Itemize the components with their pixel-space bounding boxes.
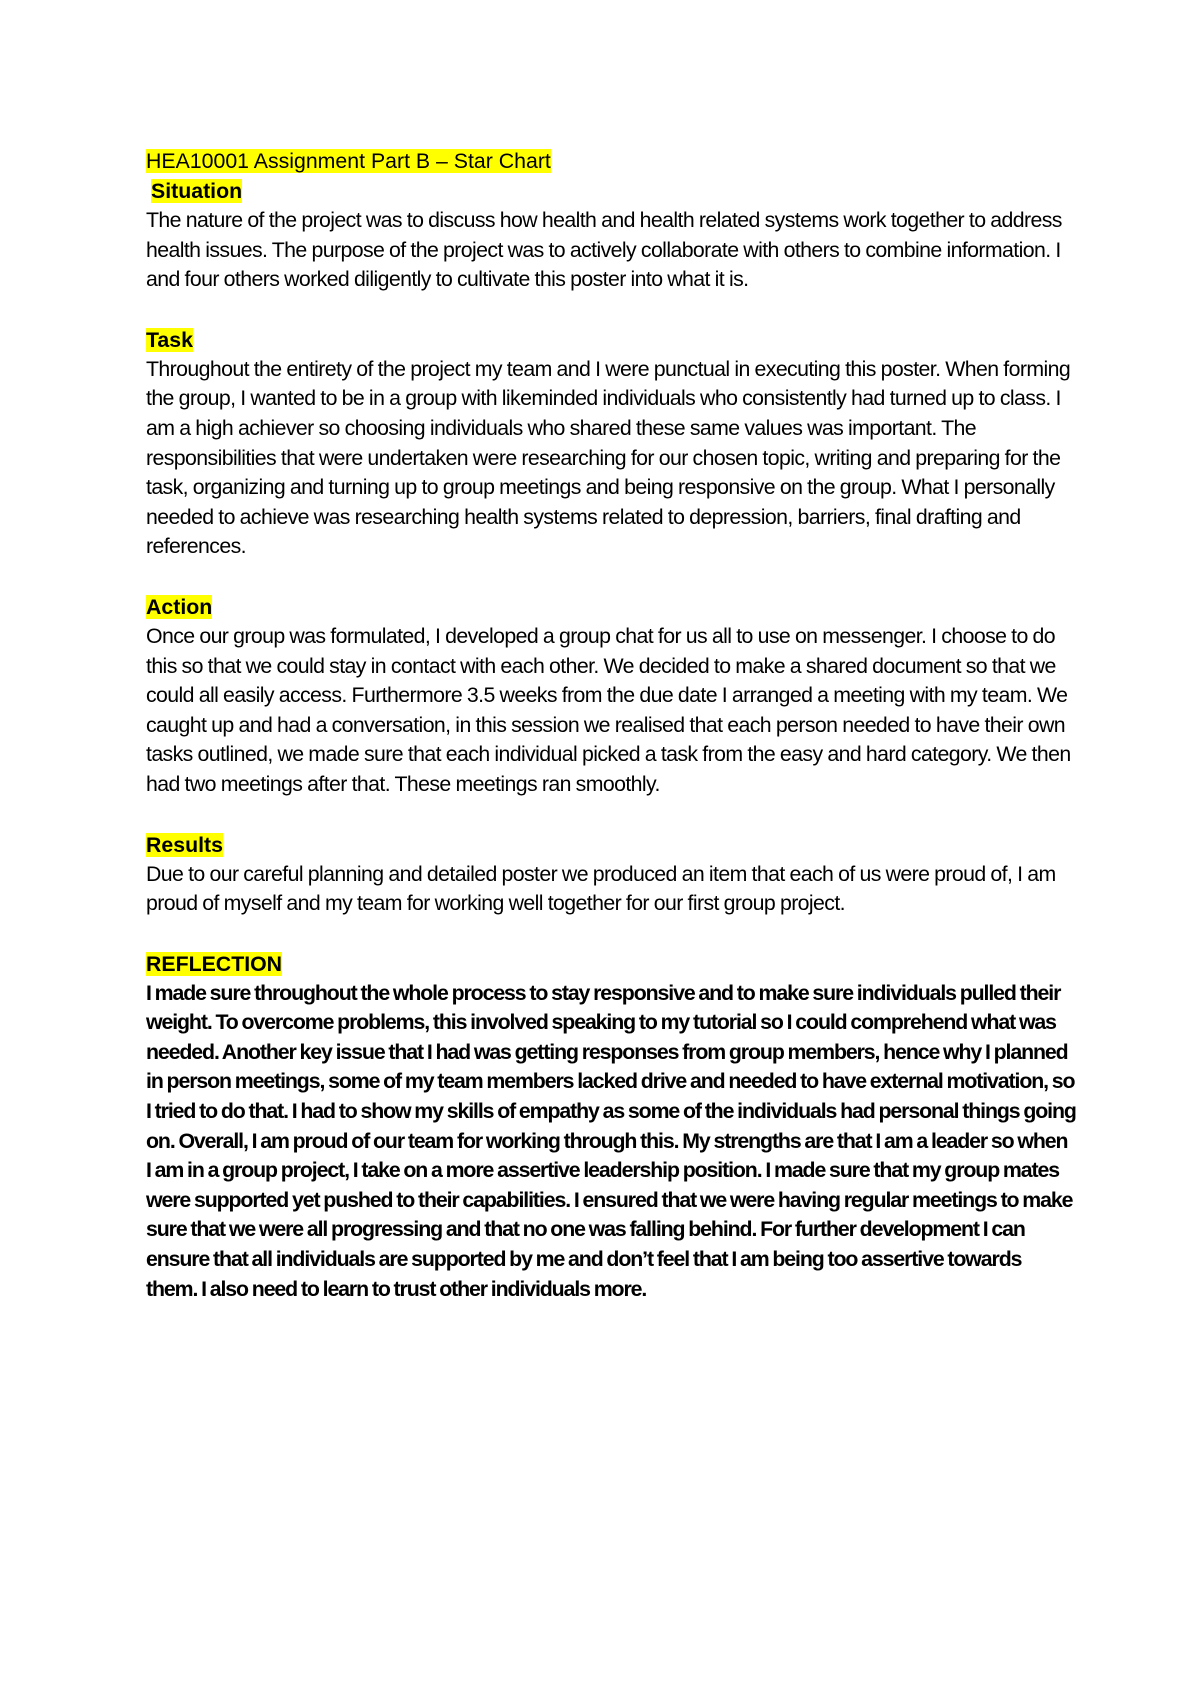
document-title-text: HEA10001 Assignment Part B – Star Chart — [146, 149, 551, 173]
section-heading-results-text: Results — [146, 832, 223, 857]
section-results — [146, 830, 1076, 919]
section-body-results: Due to our careful planning and detailed poster we produced an item that each of us were proud of, I am proud of myself and my team for working well together for our first group project. — [146, 861, 1056, 916]
section-task — [146, 325, 1076, 562]
section-body-situation: The nature of the project was to discuss how health and health related systems work together to address health issues. The purpose of the project was to actively collaborate with others to combine information. I and four others worked diligently to cultivate this poster into what it is. — [146, 208, 1062, 292]
section-situation — [146, 176, 1076, 295]
section-heading-task — [146, 325, 1076, 355]
paragraph-spacer — [146, 800, 1076, 830]
section-heading-situation — [146, 176, 1076, 206]
section-heading-results — [146, 830, 1076, 860]
section-heading-action-text: Action — [146, 594, 213, 619]
section-body-task: Throughout the entirety of the project my team and I were punctual in executing this poster. When forming the group, I wanted to be in a group with likeminded individuals who consistently had turned up to class. I am a high achiever so choosing individuals who shared these same values was important. The responsibilities that were undertaken were researching for our chosen topic, writing and preparing for the task, organizing and turning up to group meetings and being responsive on the group. What I personally needed to achieve was researching health systems related to depression, barriers, final drafting and references. — [146, 356, 1071, 559]
section-action — [146, 592, 1076, 800]
paragraph-spacer — [146, 919, 1076, 949]
paragraph-spacer — [146, 295, 1076, 325]
section-body-reflection: I made sure throughout the whole process to stay responsive and to make sure individuals pulled their weight. To overcome problems, this involved speaking to my tutorial so I could comprehend what was needed. Another key issue that I had was getting responses from group members, hence why I planned in person meetings, some of my team members lacked drive and needed to have external motivation, so I tried to do that. I had to show my skills of empathy as some of the individuals had personal things going on. Overall, I am proud of our team for working through this. My strengths are that I am a leader so when I am in a group project, I take on a more assertive leadership position. I made sure that my group mates were supported yet pushed to their capabilities. I ensured that we were having regular meetings to make sure that we were all progressing and that no one was falling behind. For further development I can ensure that all individuals are supported by me and don’t feel that I am being too assertive towards them. I also need to learn to trust other individuals more. — [146, 980, 1076, 1301]
section-reflection — [146, 949, 1076, 1305]
document-title — [146, 146, 1076, 176]
section-heading-action — [146, 592, 1076, 622]
section-heading-reflection-text: REFLECTION — [146, 951, 283, 976]
section-body-action: Once our group was formulated, I developed a group chat for us all to use on messenger. I choose to do this so that we could stay in contact with each other. We decided to make a shared document so that we could all easily access. Furthermore 3.5 weeks from the due date I arranged a meeting with my team. We caught up and had a conversation, in this session we realised that each person needed to have their own tasks outlined, we made sure that each individual picked a task from the easy and hard category. We then had two meetings after that. These meetings ran smoothly. — [146, 623, 1071, 796]
section-heading-situation-text: Situation — [151, 179, 243, 203]
section-heading-reflection — [146, 949, 1076, 979]
paragraph-spacer — [146, 562, 1076, 592]
document-body — [146, 146, 1076, 1304]
section-heading-task-text: Task — [146, 327, 193, 352]
